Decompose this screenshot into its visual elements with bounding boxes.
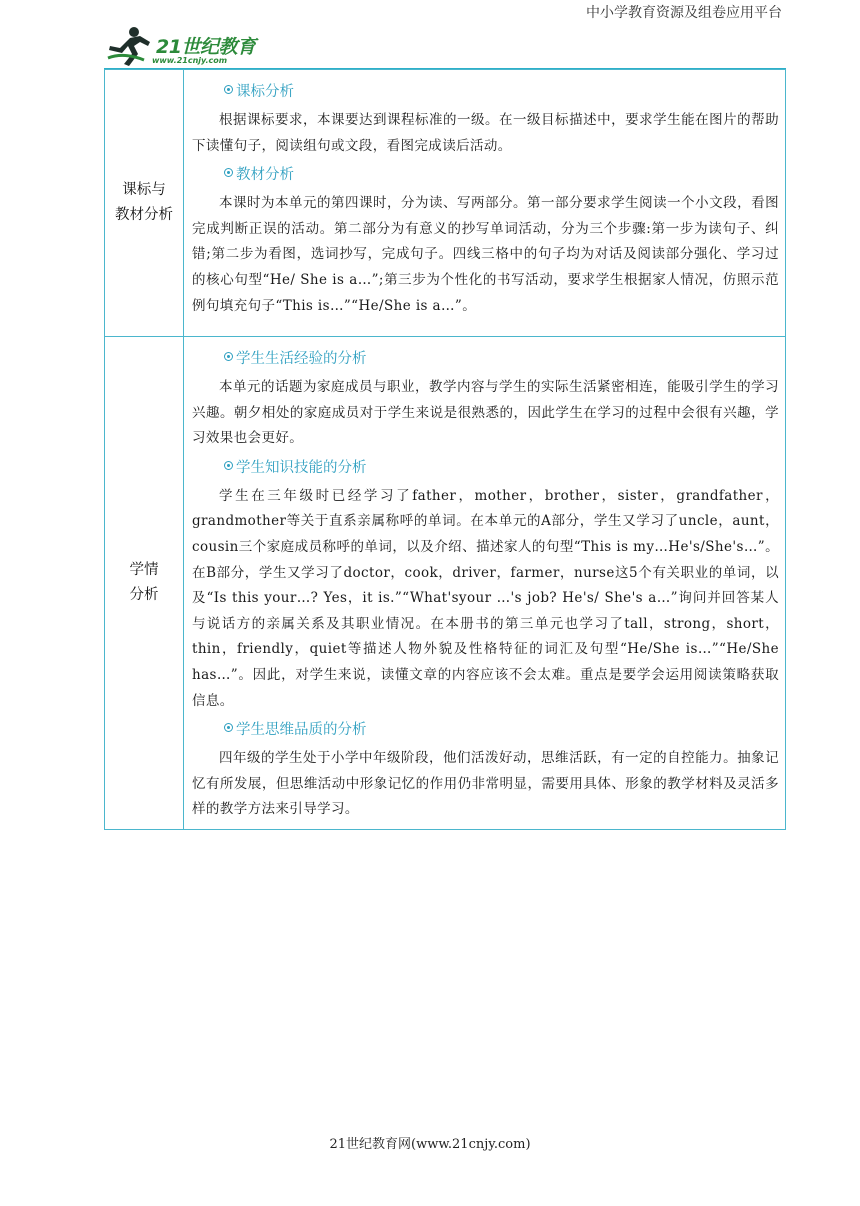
paragraph: 学生在三年级时已经学习了father，mother，brother，sister，grandfather，grandmother等关于直系亲属称呼的单词。在本单元的A部分，学生又学习了uncle，aunt，cousin三个家庭成员称呼的单词，以及介绍、描述家人的句型“This is my…He's/She's…”。在B部分，学生又学习了doctor，cook，driver，farmer，nurse这5个有关职业的单词，以及“Is this your…? Yes，it is.”“What'syour …'s job? He's/ She's a…”询问并回答某人与说话方的亲属关系及其职业情况。在本册书的第三单元也学习了tall，strong，short，thin，friendly，quiet等描述人物外貌及性格特征的词汇及句型“He/She is…”“He/She has…”。因此，对学生来说，读懂文章的内容应该不会太难。重点是要学会运用阅读策略获取信息。	[192, 487, 779, 709]
paragraph: 四年级的学生处于小学中年级阶段，他们活泼好动，思维活跃，有一定的自控能力。抽象记忆有所发展，但思维活动中形象记忆的作用仍非常明显，需要用具体、形象的教学材料及灵活多样的教学方法来引导学习。	[192, 750, 779, 818]
bullet-icon	[224, 461, 233, 470]
bullet-icon	[224, 723, 233, 732]
logo-text: 21世纪教育	[156, 36, 256, 58]
paragraph: 本课时为本单元的第四课时，分为读、写两部分。第一部分要求学生阅读一个小文段，看图完成判断正误的活动。第二部分为有意义的抄写单词活动，分为三个步骤:第一步为读句子、纠错;第二步为看图，选词抄写，完成句子。四线三格中的句子均为对话及阅读部分强化、学习过的核心句型“He/ She is a…”;第三步为个性化的书写活动，要求学生根据家人情况，仿照示范例句填充句子“This is…”“He/She is a…”。	[192, 195, 779, 314]
runner-icon	[104, 24, 156, 68]
section-title: 教材分析	[192, 163, 779, 187]
section-title: 课标分析	[192, 80, 779, 104]
section-title: 学生思维品质的分析	[192, 718, 779, 742]
bullet-icon	[224, 85, 233, 94]
analysis-table	[104, 69, 786, 830]
table-row	[105, 70, 786, 337]
row-content	[184, 70, 786, 337]
row-content	[184, 337, 786, 830]
section-title: 学生生活经验的分析	[192, 347, 779, 371]
table-row	[105, 337, 786, 830]
paragraph: 本单元的话题为家庭成员与职业，教学内容与学生的实际生活紧密相连，能吸引学生的学习兴趣。朝夕相处的家庭成员对于学生来说是很熟悉的，因此学生在学习的过程中会很有兴趣，学习效果也会更好。	[192, 379, 779, 447]
paragraph: 根据课标要求，本课要达到课程标准的一级。在一级目标描述中，要求学生能在图片的帮助下读懂句子，阅读组句或文段，看图完成读后活动。	[192, 112, 779, 154]
row-label: 学情 分析	[105, 337, 184, 830]
bullet-icon	[224, 352, 233, 361]
platform-title: 中小学教育资源及组卷应用平台	[586, 5, 782, 21]
site-logo	[104, 24, 274, 68]
page-footer: 21世纪教育网(www.21cnjy.com)	[329, 1137, 531, 1152]
bullet-icon	[224, 168, 233, 177]
row-label: 课标与 教材分析	[105, 70, 184, 337]
logo-url: www.21cnjy.com	[152, 56, 228, 65]
section-title: 学生知识技能的分析	[192, 456, 779, 480]
